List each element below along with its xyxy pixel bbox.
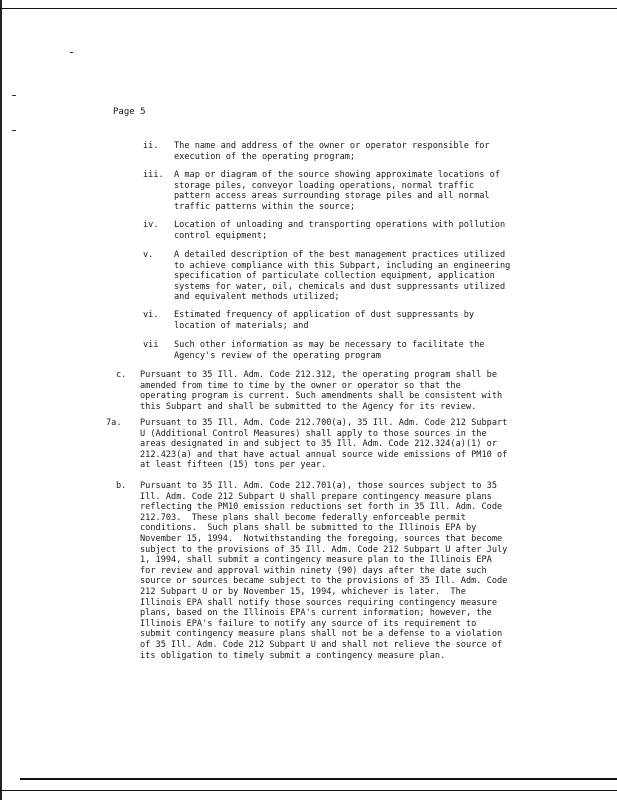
item-number: vi. <box>143 310 159 320</box>
paragraph-number: b. <box>116 481 127 491</box>
item-text: The name and address of the owner or operator responsible for execution of the operating program; <box>174 141 490 162</box>
item-number: v. <box>143 250 154 260</box>
item-text: A detailed description of the best management practices utilized to achieve compliance with this Subpart, including an engineering specification of particulate collection equipment, application systems for water, oil, chemicals and dust suppressants utilized and equivalent methods utilized; <box>174 250 511 303</box>
margin-mark <box>12 130 16 131</box>
left-scan-edge <box>0 0 2 800</box>
item-text: Estimated frequency of application of dust suppressants by location of materials; and <box>174 310 475 331</box>
bottom-scan-line <box>20 778 617 780</box>
item-number: iii. <box>143 170 164 180</box>
paragraph-text: Pursuant to 35 Ill. Adm. Code 212.312, the operating program shall be amended from time to time by the owner or operator so that the operating program is current. Such amendments shall be consistent with this Subpart and shall be submitted to the Agency for its review. <box>140 370 503 412</box>
item-text: Location of unloading and transporting operations with pollution control equipment; <box>174 220 506 241</box>
paragraph-text: Pursuant to 35 Ill. Adm. Code 212.700(a), 35 Ill. Adm. Code 212 Subpart U (Additional Control Measures) shall apply to those sources in the areas designated in and subject to 35 Ill. Adm. Code 212.324(a)(1) or 212.423(a) and that have actual annual source wide emissions of PM10 of at least fifteen (15) tons per year. <box>140 418 508 471</box>
item-number: vii <box>143 340 159 350</box>
paragraph-text: Pursuant to 35 Ill. Adm. Code 212.701(a), those sources subject to 35 Ill. Adm. Code 212 Subpart U shall prepare contingency measure plans reflecting the PM10 emission reductions set forth in 35 Ill. Adm. Code 212.703. These plans shall become federally enforceable permit conditions. Such plans shall be submitted to the Illinois EPA by November 15, 1994. Notwithstanding the foregoing, sources that become subject to the provisions of 35 Ill. Adm. Code 212 Subpart U after July 1, 1994, shall submit a contingency measure plan to the Illinois EPA for review and approval within ninety (90) days after the date such source or sources became subject to the provisions of 35 Ill. Adm. Code 212 Subpart U or by November 15, 1994, whichever is later. The Illinois EPA shall notify those sources requiring contingency measure plans, based on the Illinois EPA's current information; however, the Illinois EPA's failure to notify any source of its requirement to submit contingency measure plans shall not be a defense to a violation of 35 Ill. Adm. Code 212 Subpart U and shall not relieve the source of its obligation to timely submit a contingency measure plan. <box>140 481 508 661</box>
margin-mark <box>12 95 16 96</box>
page-number: Page 5 <box>113 107 146 117</box>
bottom-scan-line-2 <box>0 790 617 791</box>
item-number: iv. <box>143 220 159 230</box>
item-text: A map or diagram of the source showing approximate locations of storage piles, conveyor loading operations, normal traffic pattern access areas surrounding storage piles and all normal traffic patterns within the source; <box>174 170 500 212</box>
paragraph-number: c. <box>116 370 127 380</box>
margin-mark <box>70 52 73 53</box>
item-number: ii. <box>143 141 159 151</box>
top-scan-line <box>0 8 617 9</box>
paragraph-number: 7a. <box>106 418 122 428</box>
item-text: Such other information as may be necessary to facilitate the Agency's review of the operating program <box>174 340 485 361</box>
